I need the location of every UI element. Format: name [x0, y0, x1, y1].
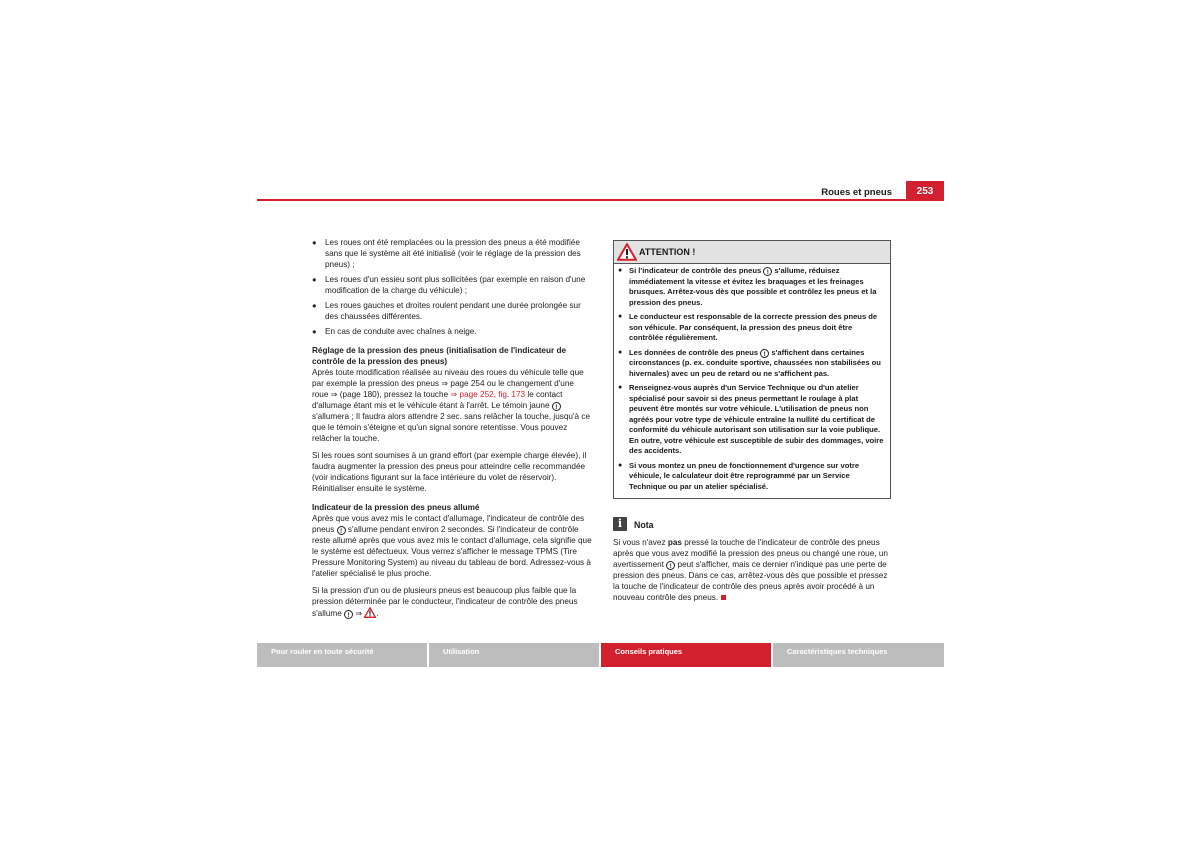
warning-triangle-icon — [364, 607, 376, 618]
tpms-warning-icon: ! — [763, 267, 772, 276]
attention-item: ● Si l'indicateur de contrôle des pneus ! s'allume, réduisez immédiatement la vitesse et évitez les braquages et les freinages brusques. Arrêtez-vous dès que possible et contrôlez les pneus et la pression des pneus. — [617, 266, 887, 308]
attention-header — [614, 241, 890, 264]
attention-item: ● Les données de contrôle des pneus ! s'affichent dans certaines circonstances (p. ex. conduite sportive, chaussées non stabilisées ou hivernales) avec un peu de retard ou ne s'affichent pas. — [617, 348, 887, 380]
section-title: Roues et pneus — [821, 187, 892, 198]
header-rule — [257, 199, 944, 201]
attention-box — [613, 240, 891, 499]
nota-title: Nota — [634, 520, 654, 530]
page-number: 253 — [906, 181, 944, 200]
list-item: ● Les roues ont été remplacées ou la pression des pneus a été modifiée sans que le système ait été initialisé (voir le réglage de la pression des pneus) ; — [312, 237, 592, 270]
tab-practical-tips[interactable]: Conseils pratiques — [601, 643, 771, 667]
nota-text: Si vous n'avez pas pressé la touche de l'indicateur de contrôle des pneus après que vous avez modifié la pression des pneus ou changé une roue, un avertissement ! peut s'afficher, mais ce dernier n'indique pas une perte de pression des pneus. Dans ce cas, arrêtez-vous dès que possible et pressez la touche de l'indicateur de contrôle des pneus après avoir procédé à un nouveau contrôle des pneus. — [613, 538, 888, 602]
tab-technical-data[interactable]: Caractéristiques techniques — [773, 643, 944, 667]
footer-nav — [257, 643, 944, 667]
left-column — [312, 237, 592, 625]
list-item: ● Les roues gauches et droites roulent pendant une durée prolongée sur des chaussées différentes. — [312, 300, 592, 322]
nota-header — [613, 517, 893, 533]
info-icon: i — [613, 517, 627, 531]
end-of-section-marker — [721, 595, 726, 600]
tab-safety[interactable]: Pour rouler en toute sécurité — [257, 643, 427, 667]
right-column — [613, 240, 893, 609]
list-item: ● Les roues d'un essieu sont plus sollicitées (par exemple en raison d'une modification de la charge du véhicule) ; — [312, 274, 592, 296]
attention-title: ATTENTION ! — [639, 247, 696, 257]
tpms-warning-icon: ! — [760, 349, 769, 358]
attention-item: ● Renseignez-vous auprès d'un Service Technique ou d'un atelier spécialisé pour savoir si des pneus permettant le roulage à plat peuvent être montés sur votre véhicule. L'utilisation de pneus non agréés pour votre type de véhicule entraîne la nullité du certificat de conformité du véhicule autorisant son utilisation sur la voie publique. En outre, votre véhicule est susceptible de subir des dommages, voire des accidents. — [617, 383, 887, 457]
heading-reset-pressure: Réglage de la pression des pneus (initialisation de l'indicateur de contrôle de la pression des pneus) — [312, 346, 567, 366]
paragraph-indicator-lit: Après que vous avez mis le contact d'allumage, l'indicateur de contrôle des pneus ! s'allume pendant environ 2 secondes. Si l'indicateur de contrôle reste allumé après que vous avez mis le contact d'allumage, cela signifie que le système est défectueux. Vous verrez s'afficher le message TPMS (Tire Pressure Monitoring System) au niveau du tableau de bord. Adressez-vous à l'atelier spécialisé le plus proche. — [312, 514, 592, 578]
tab-operation[interactable]: Utilisation — [429, 643, 599, 667]
heading-indicator-lit: Indicateur de la pression des pneus allumé — [312, 503, 480, 512]
tpms-warning-icon: ! — [344, 610, 353, 619]
attention-item: ● Si vous montez un pneu de fonctionnement d'urgence sur votre véhicule, le calculateur doit être reprogrammé par un Service Technique ou par un atelier spécialisé. — [617, 461, 887, 493]
paragraph-heavy-load: Si les roues sont soumises à un grand effort (par exemple charge élevée), il faudra augmenter la pression des pneus pour atteindre celle recommandée (voir indications figurant sur la face intérieure du volet de réservoir). Réinitialiser ensuite le système. — [312, 451, 587, 493]
attention-body — [614, 264, 890, 498]
condition-list — [312, 237, 592, 337]
paragraph-low-pressure: Si la pression d'un ou de plusieurs pneus est beaucoup plus faible que la pression déterminée par le conducteur, l'indicateur de contrôle des pneus s'allume ! ⇒ . — [312, 586, 578, 619]
warning-triangle-icon — [617, 243, 637, 261]
tpms-warning-icon: ! — [337, 526, 346, 535]
list-item: ● En cas de conduite avec chaînes à neige. — [312, 326, 592, 337]
attention-item: ● Le conducteur est responsable de la correcte pression des pneus de son véhicule. Par conséquent, la pression des pneus doit être contrôlée régulièrement. — [617, 312, 887, 344]
tpms-warning-icon: ! — [666, 561, 675, 570]
paragraph-reset-procedure: Après toute modification réalisée au niveau des roues du véhicule telle que par exemple la pression des pneus ⇒ page 254 ou le changement d'une roue ⇒ (page 180), pressez la touche ⇒ page 252, fig. 173 le contact d'allumage étant mis et le véhicule étant à l'arrêt. Le témoin jaune ! s'allumera ; Il faudra alors attendre 2 sec. sans relâcher la touche, jusqu'à ce que le témoin s'éteigne et qu'un signal sonore retentisse. Vous pouvez relâcher la touche. — [312, 368, 591, 443]
figure-link[interactable]: ⇒ page 252, fig. 173 — [450, 390, 526, 399]
tpms-warning-icon: ! — [552, 402, 561, 411]
